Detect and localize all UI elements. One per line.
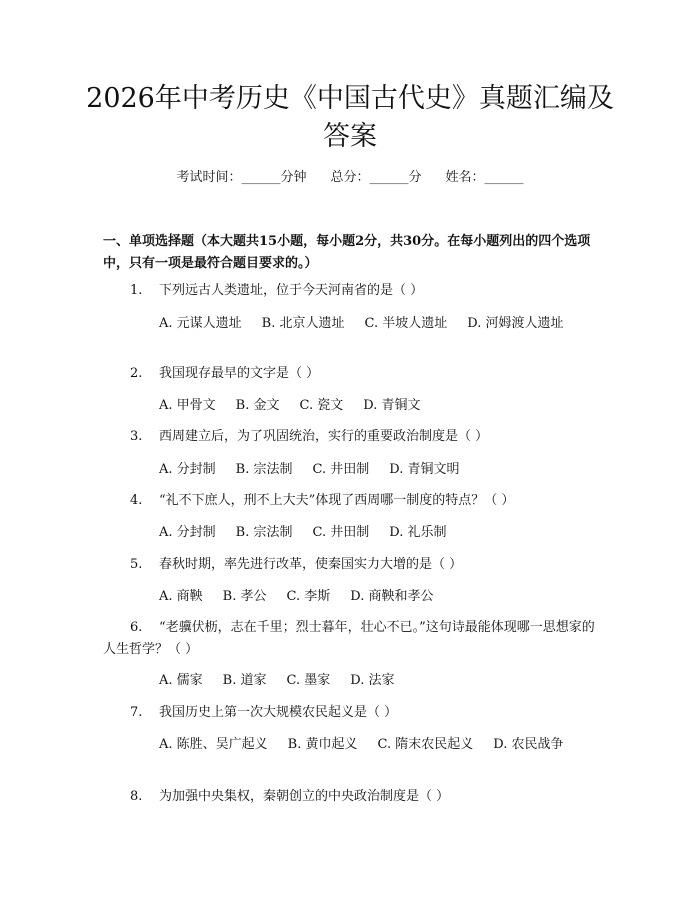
- option-a: A. 陈胜、吴广起义: [159, 737, 268, 752]
- time-unit: 分钟: [280, 170, 307, 185]
- option-d: D. 商鞅和孝公: [350, 589, 434, 604]
- question-number: 5.: [130, 557, 143, 572]
- option-c: C. 隋末农民起义: [377, 737, 474, 752]
- question-3: [103, 426, 600, 448]
- question-text: 我国现存最早的文字是（ ）: [159, 366, 320, 381]
- option-d: D. 礼乐制: [389, 525, 447, 540]
- option-a: A. 甲骨文: [159, 398, 216, 413]
- option-d: D. 法家: [350, 673, 395, 688]
- question-6: [103, 617, 600, 661]
- question-number: 6.: [130, 620, 143, 635]
- question-text: 我国历史上第一次大规模农民起义是（ ）: [159, 705, 398, 720]
- question-number: 1.: [130, 283, 143, 298]
- question-text: 下列远古人类遗址，位于今天河南省的是（ ）: [159, 283, 424, 298]
- option-c: C. 瓷文: [299, 398, 344, 413]
- option-b: B. 孝公: [222, 589, 267, 604]
- options-4: [103, 522, 600, 544]
- question-text: 西周建立后，为了巩固统治，实行的重要政治制度是（ ）: [159, 429, 489, 444]
- question-4: [103, 490, 600, 512]
- section-heading: 一、单项选择题（本大题共15小题，每小题2分，共30分。在每小题列出的四个选项中，只有一项是最符合题目要求的。）: [103, 234, 591, 271]
- option-d: D. 农民战争: [493, 737, 564, 752]
- title-line-2: 答案: [323, 121, 377, 152]
- question-text: “礼不下庶人，刑不上大夫”体现了西周哪一制度的特点？（ ）: [159, 493, 515, 508]
- score-blank: ______: [369, 170, 409, 185]
- options-7: [103, 734, 600, 756]
- option-b: B. 宗法制: [235, 525, 293, 540]
- question-number: 8.: [130, 789, 143, 804]
- option-d: D. 青铜文: [363, 398, 421, 413]
- time-label: 考试时间：: [176, 170, 242, 185]
- option-b: B. 宗法制: [235, 462, 293, 477]
- option-a: A. 商鞅: [159, 589, 203, 604]
- exam-meta: [0, 168, 700, 188]
- option-c: C. 半坡人遗址: [364, 316, 448, 331]
- options-6: [103, 670, 600, 692]
- question-1: [103, 280, 600, 302]
- question-number: 2.: [130, 366, 143, 381]
- option-c: C. 李斯: [286, 589, 331, 604]
- question-number: 4.: [130, 493, 143, 508]
- option-c: C. 墨家: [286, 673, 331, 688]
- question-number: 3.: [130, 429, 143, 444]
- question-8: [103, 786, 600, 808]
- question-5: [103, 554, 600, 576]
- question-text: 为加强中央集权，秦朝创立的中央政治制度是（ ）: [159, 789, 450, 804]
- options-1: [103, 313, 600, 335]
- option-d: D. 青铜文明: [389, 462, 460, 477]
- score-label: 总分：: [330, 170, 370, 185]
- option-b: B. 金文: [235, 398, 280, 413]
- option-b: B. 黄巾起义: [287, 737, 358, 752]
- option-a: A. 分封制: [159, 525, 216, 540]
- question-text: “老骥伏枥，志在千里；烈士暮年，壮心不已。”这句诗最能体现哪一思想家的人生哲学？（ ）: [103, 620, 595, 657]
- question-number: 7.: [130, 705, 143, 720]
- options-5: [103, 586, 600, 608]
- option-a: A. 元谋人遗址: [159, 316, 242, 331]
- option-b: B. 北京人遗址: [261, 316, 345, 331]
- name-label: 姓名：: [445, 170, 485, 185]
- option-d: D. 河姆渡人遗址: [467, 316, 564, 331]
- question-7: [103, 702, 600, 724]
- page-title: [60, 80, 640, 156]
- time-blank: ______: [241, 170, 281, 185]
- option-b: B. 道家: [222, 673, 267, 688]
- question-text: 春秋时期，率先进行改革，使秦国实力大增的是（ ）: [159, 557, 463, 572]
- score-unit: 分: [408, 170, 422, 185]
- option-c: C. 井田制: [312, 462, 370, 477]
- options-3: [103, 459, 600, 481]
- option-c: C. 井田制: [312, 525, 370, 540]
- options-2: [103, 395, 600, 417]
- question-2: [103, 363, 600, 385]
- option-a: A. 儒家: [159, 673, 203, 688]
- title-line-1: 2026年中考历史《中国古代史》真题汇编及: [86, 83, 614, 114]
- name-blank: ______: [484, 170, 524, 185]
- option-a: A. 分封制: [159, 462, 216, 477]
